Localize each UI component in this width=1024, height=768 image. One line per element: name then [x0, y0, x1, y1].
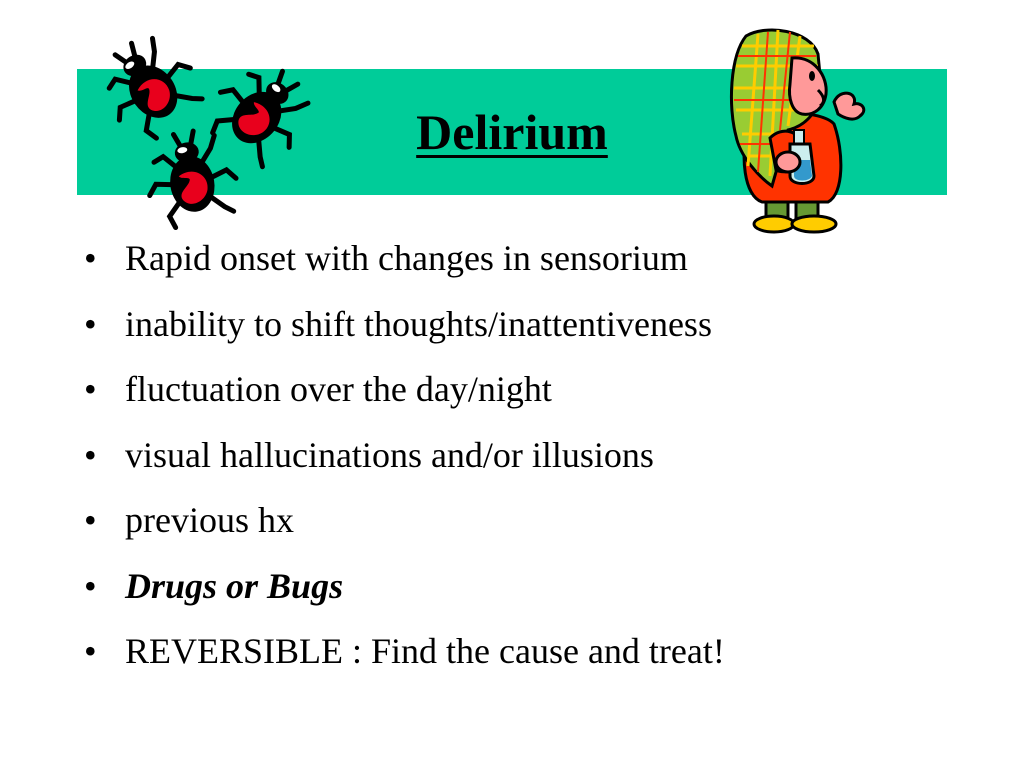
slide-title: Delirium	[416, 104, 608, 160]
bullet-item	[84, 423, 984, 489]
bullet-marker: •	[84, 565, 97, 606]
bullet-item	[84, 619, 984, 685]
bugs-clipart	[98, 32, 320, 232]
bullet-marker: •	[84, 631, 97, 671]
bug-icon	[197, 49, 320, 176]
bullet-item	[84, 292, 984, 358]
bullet-marker: •	[84, 238, 97, 278]
bullet-list	[84, 226, 984, 685]
bullet-item	[84, 488, 984, 554]
bullet-text: REVERSIBLE : Find the cause and treat!	[125, 631, 725, 671]
bug-icon	[140, 125, 243, 231]
bullet-marker: •	[84, 369, 97, 409]
woman-clipart	[718, 26, 888, 240]
bullet-item	[84, 226, 984, 292]
bullet-marker: •	[84, 303, 97, 344]
bullet-text: visual hallucinations and/or illusions	[125, 434, 654, 475]
bullet-item	[84, 357, 984, 423]
bullet-text: fluctuation over the day/night	[125, 369, 552, 409]
bullet-text: previous hx	[125, 500, 294, 540]
bullet-text: Rapid onset with changes in sensorium	[125, 238, 688, 278]
bullet-item	[84, 554, 984, 620]
bullet-marker: •	[84, 434, 97, 475]
bullet-text: inability to shift thoughts/inattentiveness	[125, 303, 712, 344]
bullet-marker: •	[84, 500, 97, 540]
bullet-text-emphasis: Drugs or Bugs	[125, 565, 344, 606]
